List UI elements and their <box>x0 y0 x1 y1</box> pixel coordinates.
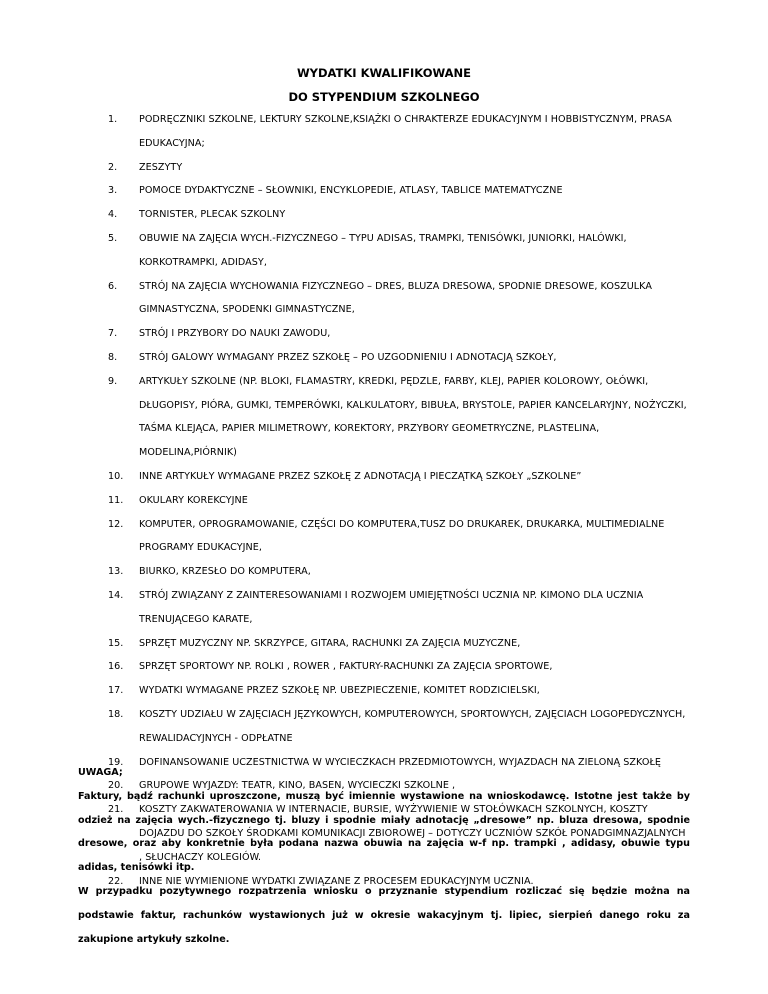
list-item-text: KOMPUTER, OPROGRAMOWANIE, CZĘŚCI DO KOMPUTERA,TUSZ DO DRUKAREK, DRUKARKA, MULTIMEDIALNE PROGRAMY EDUKACYJNE, <box>139 518 665 554</box>
note-paragraph: Faktury, bądź rachunki uproszczone, muszą być imiennie wystawione na wnioskodawcę. Istotne jest także by odzież na zajęcia wych.-fizycznego tj. bluzy i spodnie miały adnotację „dresowe” np. bluza dresowa, spodnie dresowe, oraz aby konkretnie była podana nazwa obuwia na zajęcia w-f np. trampki , adidasy, obuwie typu adidas, tenisówki itp. <box>78 790 690 874</box>
list-item <box>108 370 688 465</box>
list-item-number: 19. <box>108 756 124 768</box>
list-item <box>108 560 688 584</box>
note-heading: UWAGA; <box>78 767 123 778</box>
document-title: WYDATKI KWALIFIKOWANE <box>296 66 472 80</box>
list-item-text: PODRĘCZNIKI SZKOLNE, LEKTURY SZKOLNE,KSIĄŻKI O CHRAKTERZE EDUKACYJNYM I HOBBISTYCZNYM, PRASA EDUKACYJNA; <box>139 114 672 149</box>
list-item <box>108 632 688 656</box>
list-item-number: 2. <box>108 161 118 173</box>
list-item <box>108 679 688 703</box>
list-item <box>108 655 688 679</box>
list-item-text: STRÓJ GALOWY WYMAGANY PRZEZ SZKOŁĘ – PO UZGODNIENIU I ADNOTACJĄ SZKOŁY, <box>139 351 557 363</box>
list-item-text: STRÓJ I PRZYBORY DO NAUKI ZAWODU, <box>139 328 331 340</box>
list-item-text: OKULARY KOREKCYJNE <box>139 494 248 506</box>
list-item-text: DOFINANSOWANIE UCZESTNICTWA W WYCIECZKACH PRZEDMIOTOWYCH, WYJAZDACH NA ZIELONĄ SZKOŁĘ <box>139 756 661 768</box>
list-item-text: STRÓJ ZWIĄZANY Z ZAINTERESOWANIAMI I ROZWOJEM UMIEJĘTNOŚCI UCZNIA NP. KIMONO DLA UCZNIA TRENUJĄCEGO KARATE, <box>139 589 644 625</box>
list-item-text: ARTYKUŁY SZKOLNE (NP. BLOKI, FLAMASTRY, KREDKI, PĘDZLE, FARBY, KLEJ, PAPIER KOLOROWY, OŁÓWKI, DŁUGOPISY, PIÓRA, GUMKI, TEMPERÓWKI, KALKULATORY, BIBUŁA, BRYSTOLE, PAPIER KANCELARYJNY, NOŻYCZKI, TAŚMA KLEJĄCA, PAPIER MILIMETROWY, KOREKTORY, PRZYBORY GEOMETRYCZNE, PLASTELINA, MODELINA,PIÓRNIK) <box>139 375 687 459</box>
list-item-number: 16. <box>108 661 124 673</box>
list-item <box>108 346 688 370</box>
list-item <box>108 513 688 561</box>
list-item-number: 9. <box>108 375 118 387</box>
list-item-text: TORNISTER, PLECAK SZKOLNY <box>139 209 286 221</box>
list-item <box>108 465 688 489</box>
list-item <box>108 584 688 632</box>
list-item-text: GRUPOWE WYJAZDY: TEATR, KINO, BASEN, WYCIECZKI SZKOLNE , <box>139 780 456 792</box>
list-item-number: 17. <box>108 685 124 697</box>
list-item-number: 18. <box>108 708 124 720</box>
list-item-number: 15. <box>108 637 124 649</box>
list-item-number: 14. <box>108 589 124 601</box>
list-item-text: POMOCE DYDAKTYCZNE – SŁOWNIKI, ENCYKLOPEDIE, ATLASY, TABLICE MATEMATYCZNE <box>139 185 563 197</box>
list-item-text: SPRZĘT SPORTOWY NP. ROLKI , ROWER , FAKTURY-RACHUNKI ZA ZAJĘCIA SPORTOWE, <box>139 661 553 673</box>
note-paragraph: W przypadku pozytywnego rozpatrzenia wniosku o przyznanie stypendium rozliczać się będzie można na podstawie faktur, rachunków wystawionych już w okresie wakacyjnym tj. lipiec, sierpień danego roku za zakupione artykuły szkolne. <box>78 885 690 945</box>
list-item <box>108 275 688 323</box>
list-item-text: KOSZTY UDZIAŁU W ZAJĘCIACH JĘZYKOWYCH, KOMPUTEROWYCH, SPORTOWYCH, ZAJĘCIACH LOGOPEDYCZNYCH, REWALIDACYJNYCH - ODPŁATNE <box>139 708 686 744</box>
list-item-number: 6. <box>108 280 118 292</box>
list-item-number: 10. <box>108 470 124 482</box>
list-item-number: 13. <box>108 566 124 578</box>
list-item <box>108 203 688 227</box>
list-item-text: INNE NIE WYMIENIONE WYDATKI ZWIĄZANE Z PROCESEM EDUKACYJNYM UCZNIA. <box>139 875 534 887</box>
list-item <box>108 156 688 180</box>
list-item-number: 4. <box>108 209 118 221</box>
list-item <box>108 108 688 156</box>
list-item <box>108 227 688 275</box>
note-section <box>78 761 690 951</box>
list-item-number: 12. <box>108 518 124 530</box>
list-item-number: 8. <box>108 351 118 363</box>
list-item-text: STRÓJ NA ZAJĘCIA WYCHOWANIA FIZYCZNEGO – DRES, BLUZA DRESOWA, SPODNIE DRESOWE, KOSZULKA GIMNASTYCZNA, SPODENKI GIMNASTYCZNE, <box>139 280 652 316</box>
list-item-number: 20. <box>108 780 124 792</box>
list-item-text: ZESZYTY <box>139 161 183 173</box>
list-item-number: 21. <box>108 804 124 816</box>
list-item-text: WYDATKI WYMAGANE PRZEZ SZKOŁĘ NP. UBEZPIECZENIE, KOMITET RODZICIELSKI, <box>139 685 540 697</box>
list-item-text: KOSZTY ZAKWATEROWANIA W INTERNACIE, BURSIE, WYŻYWIENIE W STOŁÓWKACH SZKOLNYCH, KOSZTY DOJAZDU DO SZKOŁY ŚRODKAMI KOMUNIKACJI ZBIOROWEJ – DOTYCZY UCZNIÓW SZKÓŁ PONADGIMNAZJALNYCH , SŁUCHACZY KOLEGIÓW. <box>139 804 686 863</box>
list-item-number: 3. <box>108 185 118 197</box>
list-item-text: SPRZĘT MUZYCZNY NP. SKRZYPCE, GITARA, RACHUNKI ZA ZAJĘCIA MUZYCZNE, <box>139 637 521 649</box>
list-item-number: 5. <box>108 232 118 244</box>
list-item-text: INNE ARTYKUŁY WYMAGANE PRZEZ SZKOŁĘ Z ADNOTACJĄ I PIECZĄTKĄ SZKOŁY „SZKOLNE” <box>139 470 582 482</box>
list-item-number: 1. <box>108 114 118 125</box>
document-subtitle: DO STYPENDIUM SZKOLNEGO <box>288 90 480 104</box>
list-item-number: 22. <box>108 875 124 887</box>
list-item-number: 11. <box>108 494 124 506</box>
list-item <box>108 489 688 513</box>
list-item-text: OBUWIE NA ZAJĘCIA WYCH.-FIZYCZNEGO – TYPU ADISAS, TRAMPKI, TENISÓWKI, JUNIORKI, HALÓWKI, KORKOTRAMPKI, ADIDASY, <box>139 232 627 268</box>
list-item-number: 7. <box>108 328 118 340</box>
list-item <box>108 179 688 203</box>
list-item-text: BIURKO, KRZESŁO DO KOMPUTERA, <box>139 566 311 578</box>
list-item <box>108 322 688 346</box>
list-item <box>108 703 688 751</box>
